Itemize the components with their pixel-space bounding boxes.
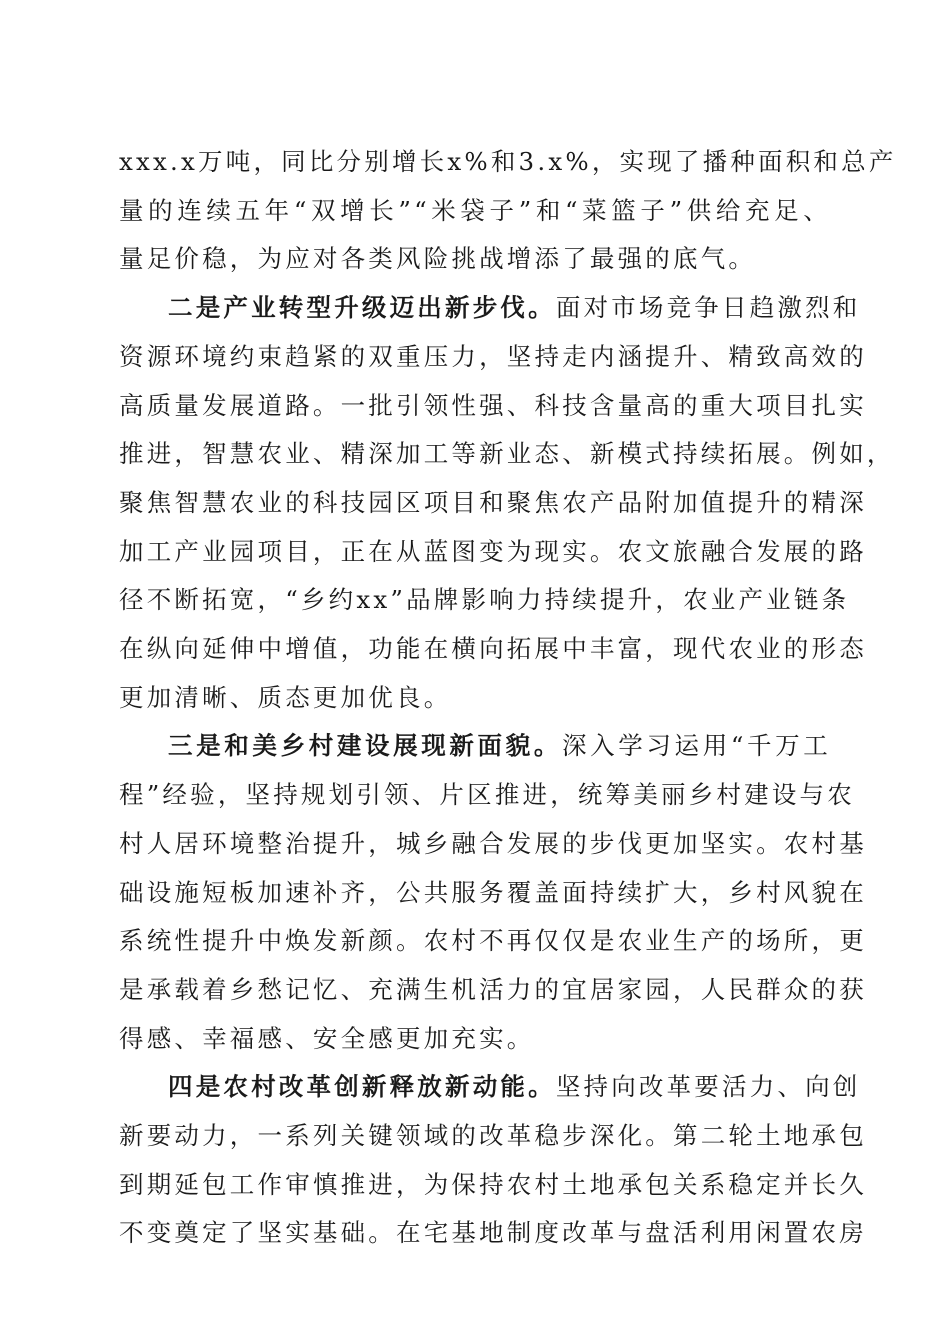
- text-line: 聚焦智慧农业的科技园区项目和聚焦农产品附加值提升的精深: [119, 487, 867, 517]
- text-line: 程”经验，坚持规划引领、片区推进，统筹美丽乡村建设与农: [119, 780, 855, 810]
- paragraph-continuation: [119, 138, 897, 284]
- paragraph-rural-reform: [119, 1063, 867, 1258]
- text-line: 径不断拓宽，“乡约xx”品牌影响力持续提升，农业产业链条: [119, 585, 850, 615]
- text-line: 更加清晰、质态更加优良。: [119, 682, 452, 712]
- text-line: 不变奠定了坚实基础。在宅基地制度改革与盘活利用闲置农房: [119, 1218, 867, 1248]
- text-segment: 坚持向改革要活力、向创: [555, 1072, 861, 1102]
- text-line: 加工产业园项目，正在从蓝图变为现实。农文旅融合发展的路: [119, 536, 867, 566]
- text-line: 量的连续五年“双增长”“米袋子”和“菜篮子”供给充足、: [119, 195, 831, 225]
- paragraph-industry-upgrade: [119, 284, 895, 722]
- text-line: 推进，智慧农业、精深加工等新业态、新模式持续拓展。例如，: [119, 439, 895, 469]
- text-line: 在纵向延伸中增值，功能在横向拓展中丰富，现代农业的形态: [119, 634, 867, 664]
- text-line: 是承载着乡愁记忆、充满生机活力的宜居家园，人民群众的获: [119, 974, 867, 1004]
- text-line: 资源环境约束趋紧的双重压力，坚持走内涵提升、精致高效的: [119, 341, 867, 371]
- text-line: 得感、幸福感、安全感更加充实。: [119, 1023, 535, 1053]
- paragraph-lead-heading: 三是和美乡村建设展现新面貌。: [168, 731, 562, 761]
- text-line: 础设施短板加速补齐，公共服务覆盖面持续扩大，乡村风貌在: [119, 877, 867, 907]
- text-line: [119, 1063, 861, 1112]
- paragraph-rural-construction: [119, 722, 867, 1063]
- text-segment: 面对市场竞争日趋激烈和: [555, 293, 861, 323]
- text-line: xxx.x万吨，同比分别增长x%和3.x%，实现了播种面积和总产: [119, 147, 897, 176]
- text-line: 新要动力，一系列关键领域的改革稳步深化。第二轮土地承包: [119, 1121, 867, 1151]
- text-line: 量足价稳，为应对各类风险挑战增添了最强的底气。: [119, 244, 757, 274]
- text-line: 系统性提升中焕发新颜。农村不再仅仅是农业生产的场所，更: [119, 926, 867, 956]
- text-segment: 深入学习运用“千万工: [561, 731, 831, 761]
- text-line: 到期延包工作审慎推进，为保持农村土地承包关系稳定并长久: [119, 1169, 867, 1199]
- text-line: [119, 722, 831, 771]
- paragraph-lead-heading: 二是产业转型升级迈出新步伐。: [168, 293, 556, 323]
- text-line: [119, 284, 861, 333]
- text-line: 村人居环境整治提升，城乡融合发展的步伐更加坚实。农村基: [119, 828, 867, 858]
- paragraph-lead-heading: 四是农村改革创新释放新动能。: [168, 1072, 556, 1102]
- document-body: [119, 138, 897, 1258]
- text-line: 高质量发展道路。一批引领性强、科技含量高的重大项目扎实: [119, 390, 867, 420]
